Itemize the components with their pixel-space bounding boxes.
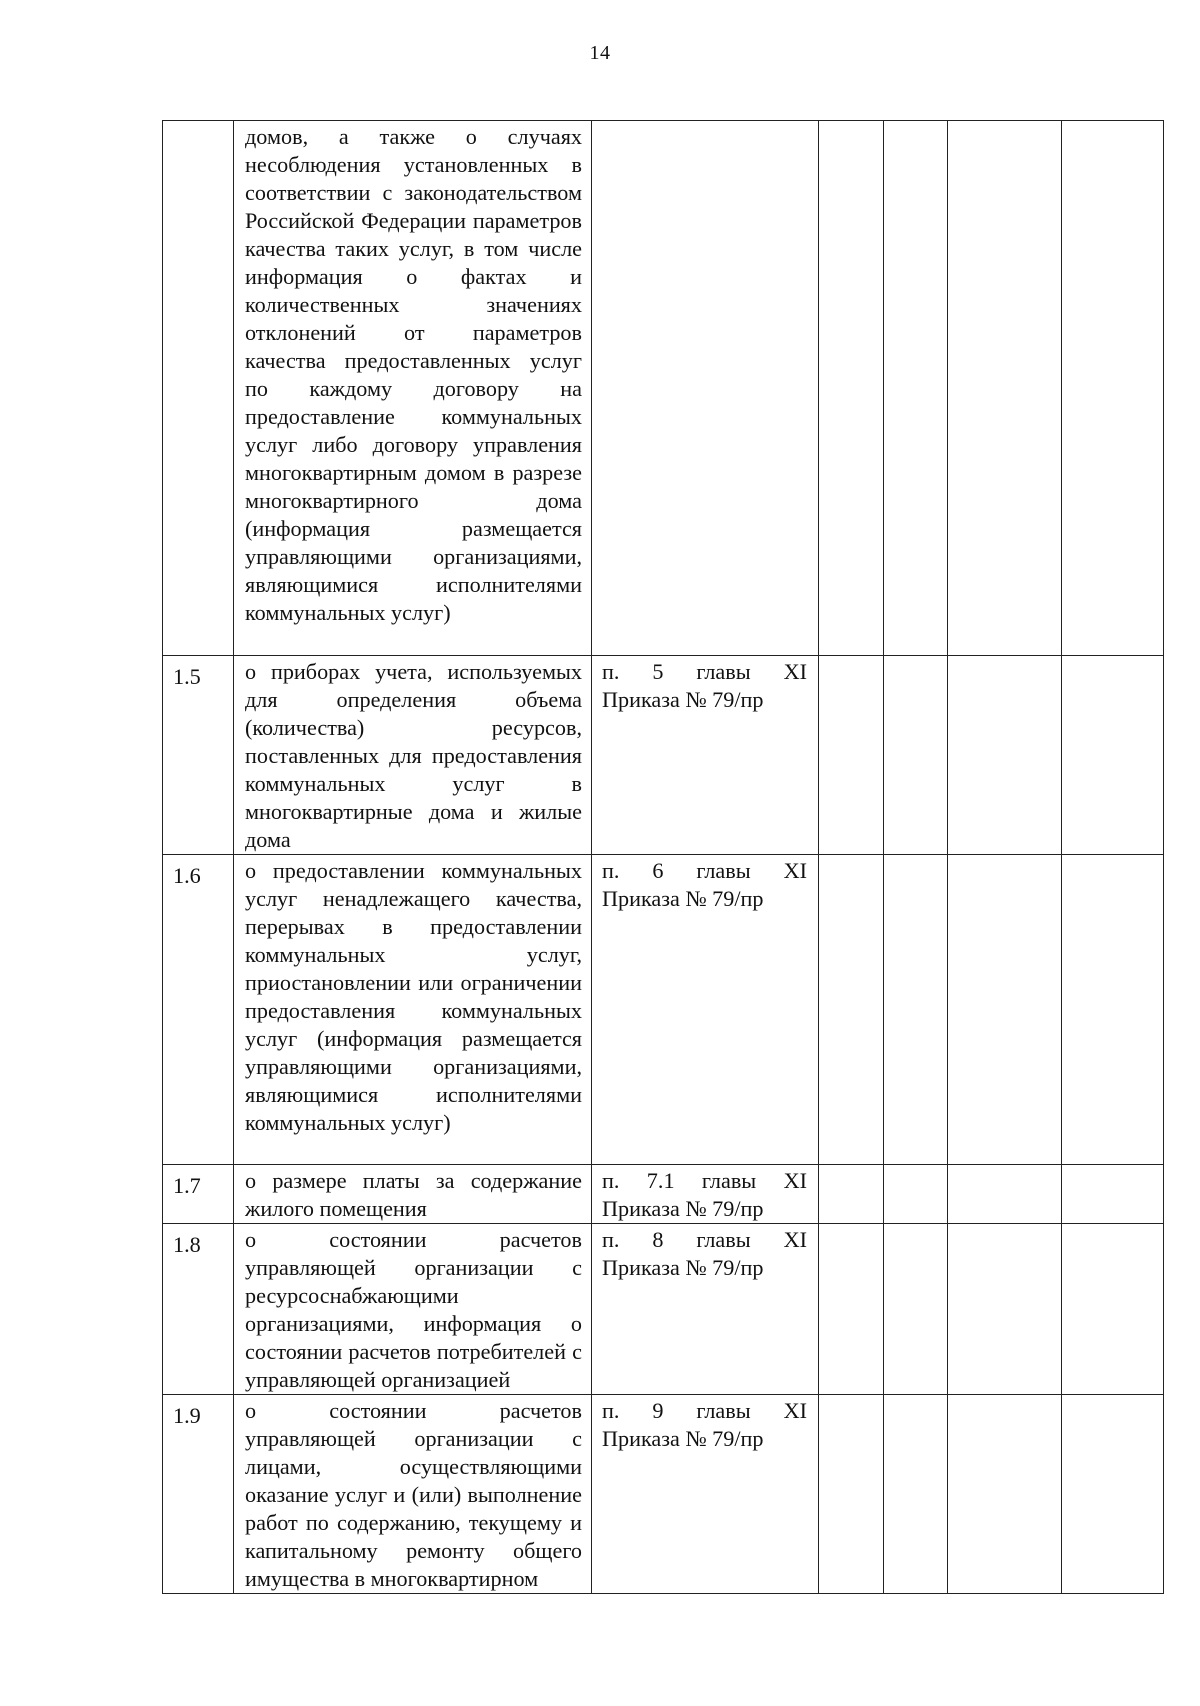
reference-clause: п. 9 главы XI (602, 1398, 807, 1423)
document-table (162, 120, 1164, 1594)
empty-cell (884, 1395, 948, 1594)
reference-text (592, 1395, 818, 1453)
empty-cell (1062, 1224, 1164, 1395)
row-description: о состоянии расчетов управляющей организации с ресурсоснабжающими организациями, информация о состоянии расчетов потребителей с управляющей организацией (245, 1227, 582, 1392)
description-cell (234, 656, 592, 855)
empty-cell (884, 1224, 948, 1395)
description-cell (234, 1165, 592, 1224)
empty-cell (948, 855, 1062, 1165)
reference-text (592, 656, 818, 714)
reference-cell (592, 1395, 819, 1594)
row-number (163, 121, 233, 128)
row-description: о размере платы за содержание жилого помещения (245, 1168, 582, 1221)
reference-clause: п. 6 главы XI (602, 858, 807, 883)
empty-cell (948, 121, 1062, 656)
empty-cell (884, 121, 948, 656)
description-cell (234, 855, 592, 1165)
empty-cell (884, 1165, 948, 1224)
row-description: домов, а также о случаях несоблюдения установленных в соответствии с законодательством Российской Федерации параметров качества таких услуг, в том числе информация о фактах и количественных значениях отклонений от параметров качества предоставленных услуг по каждому договору на предоставление коммунальных услуг либо договору управления многоквартирным домом в разрезе многоквартирного дома (информация размещается управляющими организациями, являющимися исполнителями коммунальных услуг) (245, 124, 582, 625)
empty-cell (819, 1395, 884, 1594)
reference-order: Приказа № 79/пр (602, 1255, 764, 1280)
table-row (163, 1395, 1164, 1594)
reference-order: Приказа № 79/пр (602, 1196, 764, 1221)
row-number-cell (163, 1395, 234, 1594)
row-number: 1.7 (173, 1173, 201, 1198)
empty-cell (948, 1165, 1062, 1224)
row-number-cell (163, 1224, 234, 1395)
reference-order: Приказа № 79/пр (602, 886, 764, 911)
reference-order: Приказа № 79/пр (602, 1426, 764, 1451)
empty-cell (1062, 656, 1164, 855)
table-row (163, 855, 1164, 1165)
row-number: 1.9 (173, 1403, 201, 1428)
reference-cell (592, 1224, 819, 1395)
description-cell (234, 1224, 592, 1395)
table-row (163, 656, 1164, 855)
reference-clause: п. 5 главы XI (602, 659, 807, 684)
empty-cell (819, 1224, 884, 1395)
reference-text (592, 1165, 818, 1223)
description-cell (234, 121, 592, 656)
empty-cell (819, 855, 884, 1165)
reference-order: Приказа № 79/пр (602, 687, 764, 712)
empty-cell (1062, 855, 1164, 1165)
reference-clause: п. 7.1 главы XI (602, 1168, 807, 1193)
empty-cell (948, 1395, 1062, 1594)
page-number: 14 (589, 42, 611, 64)
empty-cell (884, 855, 948, 1165)
reference-cell (592, 1165, 819, 1224)
empty-cell (1062, 121, 1164, 656)
reference-cell (592, 656, 819, 855)
reference-text (592, 1224, 818, 1282)
description-cell (234, 1395, 592, 1594)
row-number-cell (163, 855, 234, 1165)
empty-cell (819, 656, 884, 855)
table-row (163, 121, 1164, 656)
empty-cell (1062, 1165, 1164, 1224)
empty-cell (819, 121, 884, 656)
reference-text (592, 855, 818, 913)
reference-cell (592, 121, 819, 656)
row-description: о приборах учета, используемых для определения объема (количества) ресурсов, поставленных для предоставления коммунальных услуг в многоквартирные дома и жилые дома (245, 659, 582, 852)
row-number-cell (163, 1165, 234, 1224)
row-number: 1.5 (173, 664, 201, 689)
row-number-cell (163, 121, 234, 656)
reference-cell (592, 855, 819, 1165)
empty-cell (1062, 1395, 1164, 1594)
row-number: 1.8 (173, 1232, 201, 1257)
row-description: о предоставлении коммунальных услуг ненадлежащего качества, перерывах в предоставлении коммунальных услуг, приостановлении или ограничении предоставления коммунальных услуг (информация размещается управляющими организациями, являющимися исполнителями коммунальных услуг) (245, 858, 582, 1135)
table-row (163, 1165, 1164, 1224)
row-number-cell (163, 656, 234, 855)
reference-clause: п. 8 главы XI (602, 1227, 807, 1252)
empty-cell (948, 656, 1062, 855)
table-row (163, 1224, 1164, 1395)
empty-cell (819, 1165, 884, 1224)
row-description: о состоянии расчетов управляющей организации с лицами, осуществляющими оказание услуг и (или) выполнение работ по содержанию, текущему и капитальному ремонту общего имущества в многоквартирном (245, 1398, 582, 1591)
empty-cell (884, 656, 948, 855)
empty-cell (948, 1224, 1062, 1395)
row-number: 1.6 (173, 863, 201, 888)
